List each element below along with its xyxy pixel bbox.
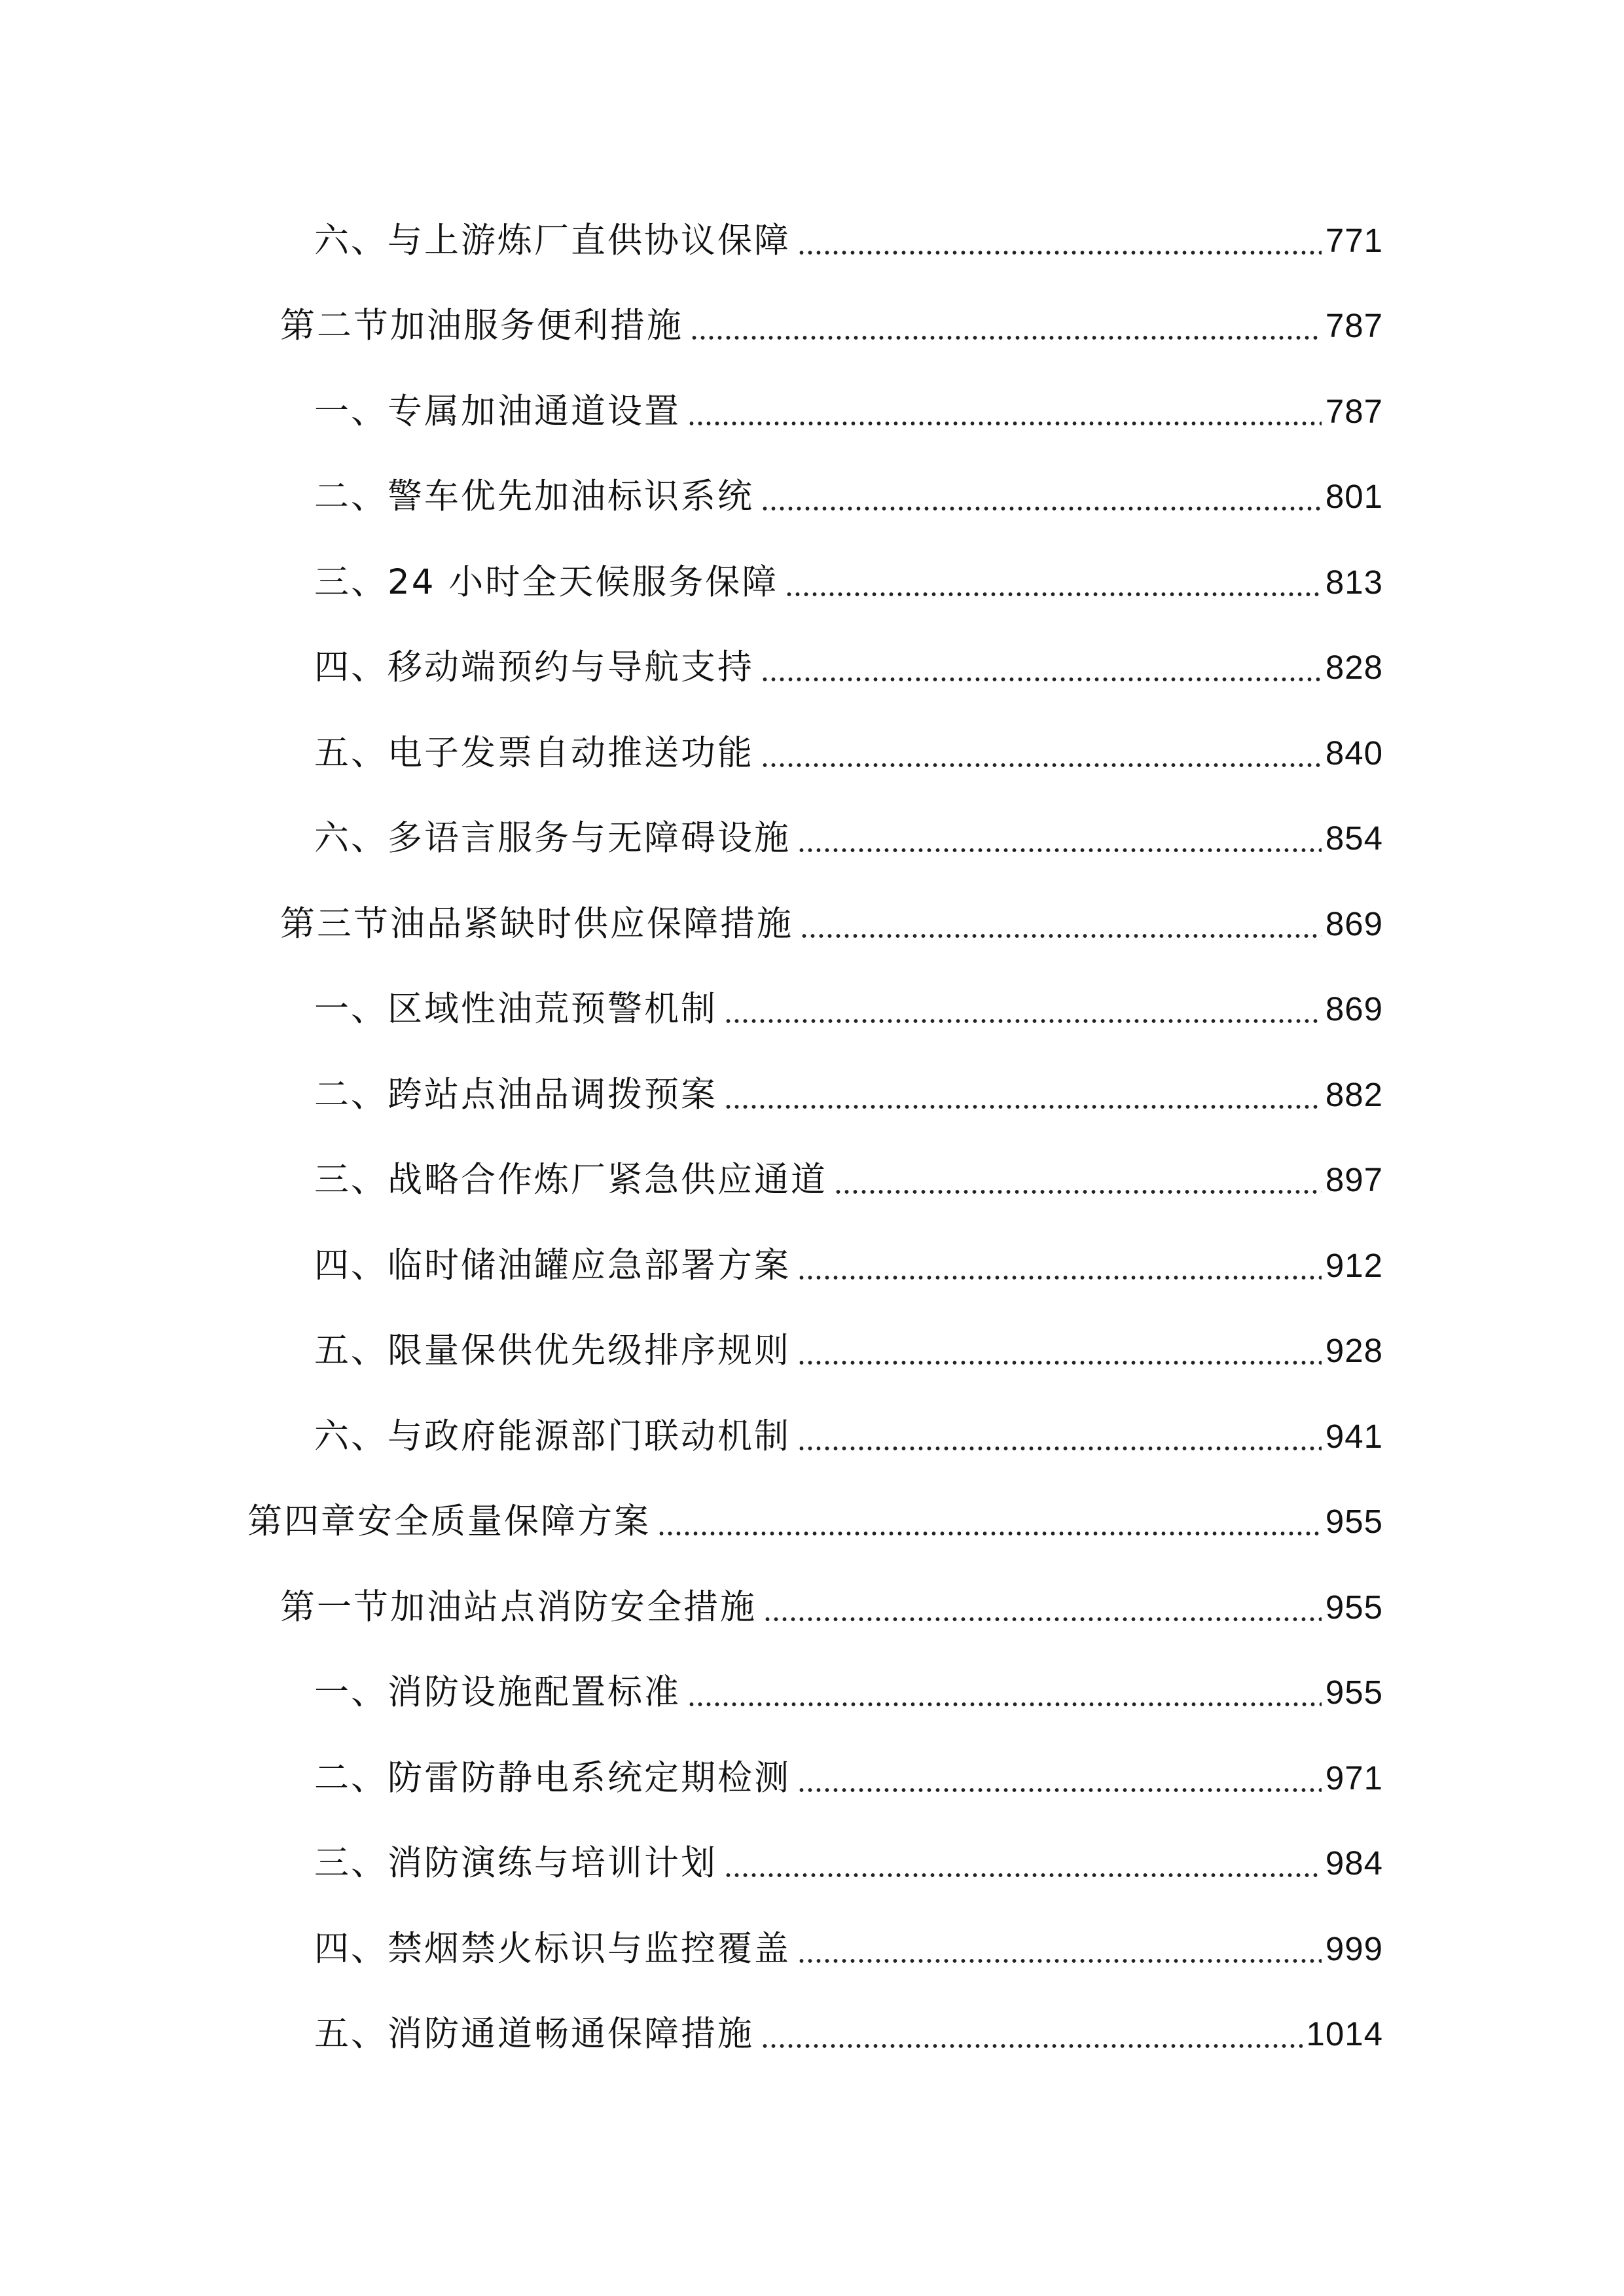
toc-entry-title: 五、消防通道畅通保障措施 [314,2014,754,2054]
toc-dot-leader [687,1675,1322,1710]
toc-dot-leader [657,1504,1322,1539]
toc-entry[interactable] [0,539,1624,625]
toc-entry-title: 一、消防设施配置标准 [314,1672,681,1713]
toc-entry-title: 第三节油品紧缺时供应保障措施 [280,903,793,944]
toc-entry-title: 三、24 小时全天候服务保障 [314,562,779,602]
toc-dot-leader [797,1761,1322,1795]
toc-dot-leader [797,1248,1322,1283]
toc-dot-leader [797,821,1322,855]
toc-page-number: 787 [1325,307,1383,345]
toc-entry[interactable] [0,1052,1624,1138]
toc-page-number: 955 [1325,1588,1383,1626]
toc-page-number: 882 [1325,1075,1383,1113]
toc-page-number: 999 [1325,1929,1383,1967]
toc-entry[interactable] [0,1992,1624,2077]
toc-entry[interactable] [0,710,1624,796]
toc-entry[interactable] [0,1735,1624,1821]
toc-page-number: 771 [1325,221,1383,259]
toc-entry-title: 三、战略合作炼厂紧急供应通道 [314,1160,827,1200]
toc-entry[interactable] [0,368,1624,454]
toc-dot-leader [797,1419,1322,1454]
toc-dot-leader [687,394,1322,429]
toc-entry-title: 第二节加油服务便利措施 [280,306,683,346]
toc-page-number: 984 [1325,1844,1383,1882]
toc-page-number: 928 [1325,1332,1383,1370]
toc-dot-leader [800,906,1322,941]
toc-dot-leader [761,479,1322,514]
toc-entry-title: 六、与上游炼厂直供协议保障 [314,220,791,260]
toc-entry[interactable] [0,1479,1624,1565]
toc-entry-title: 五、电子发票自动推送功能 [314,732,754,773]
toc-entry-title: 第一节加油站点消防安全措施 [280,1587,757,1627]
toc-entry-title: 六、多语言服务与无障碍设施 [314,818,791,859]
toc-dot-leader [761,650,1322,685]
toc-entry-title: 二、防雷防静电系统定期检测 [314,1757,791,1798]
toc-entry-title: 四、禁烟禁火标识与监控覆盖 [314,1928,791,1969]
toc-page-number: 912 [1325,1246,1383,1284]
toc-entry[interactable] [0,1223,1624,1308]
toc-page-number: 955 [1325,1503,1383,1541]
toc-entry[interactable] [0,625,1624,711]
toc-page-number: 828 [1325,649,1383,687]
toc-page-number: 869 [1325,990,1383,1028]
toc-page-number: 897 [1325,1161,1383,1199]
toc-page-number: 869 [1325,905,1383,942]
toc-entry[interactable] [0,1650,1624,1736]
toc-entry[interactable] [0,1308,1624,1394]
toc-page-number: 955 [1325,1674,1383,1712]
toc-dot-leader [761,736,1322,770]
toc-dot-leader [724,1077,1322,1112]
toc-page-number: 854 [1325,819,1383,857]
toc-dot-leader [797,223,1322,258]
toc-entry-title: 五、限量保供优先级排序规则 [314,1331,791,1371]
toc-entry[interactable] [0,796,1624,882]
toc-entry-title: 二、跨站点油品调拨预案 [314,1074,717,1115]
table-of-contents [0,198,1624,2077]
toc-dot-leader [797,1333,1322,1368]
toc-dot-leader [763,1590,1322,1624]
toc-entry[interactable] [0,967,1624,1052]
toc-dot-leader [834,1162,1322,1197]
toc-dot-leader [690,308,1322,343]
toc-entry[interactable] [0,1564,1624,1650]
toc-page-number: 1014 [1306,2015,1383,2053]
toc-page-number: 840 [1325,734,1383,772]
toc-entry[interactable] [0,1393,1624,1479]
toc-entry[interactable] [0,881,1624,967]
toc-entry[interactable] [0,454,1624,540]
toc-dot-leader [724,1846,1322,1880]
toc-entry[interactable] [0,1138,1624,1223]
toc-page-number: 971 [1325,1759,1383,1797]
toc-entry[interactable] [0,1906,1624,1992]
toc-entry-title: 三、消防演练与培训计划 [314,1843,717,1884]
toc-entry[interactable] [0,283,1624,369]
toc-page-number: 813 [1325,563,1383,601]
toc-entry[interactable] [0,1821,1624,1907]
toc-dot-leader [761,2017,1303,2051]
toc-dot-leader [785,565,1322,600]
toc-dot-leader [724,992,1322,1026]
toc-page-number: 787 [1325,392,1383,430]
toc-entry-title: 二、警车优先加油标识系统 [314,476,754,517]
toc-entry[interactable] [0,198,1624,283]
toc-dot-leader [797,1931,1322,1966]
toc-entry-title: 一、区域性油荒预警机制 [314,989,717,1030]
toc-entry-title: 四、移动端预约与导航支持 [314,647,754,688]
toc-page-number: 941 [1325,1417,1383,1455]
toc-page-number: 801 [1325,478,1383,516]
toc-entry-title: 一、专属加油通道设置 [314,391,681,431]
toc-entry-title: 六、与政府能源部门联动机制 [314,1416,791,1456]
toc-entry-title: 四、临时储油罐应急部署方案 [314,1245,791,1285]
toc-entry-title: 第四章安全质量保障方案 [247,1501,651,1542]
